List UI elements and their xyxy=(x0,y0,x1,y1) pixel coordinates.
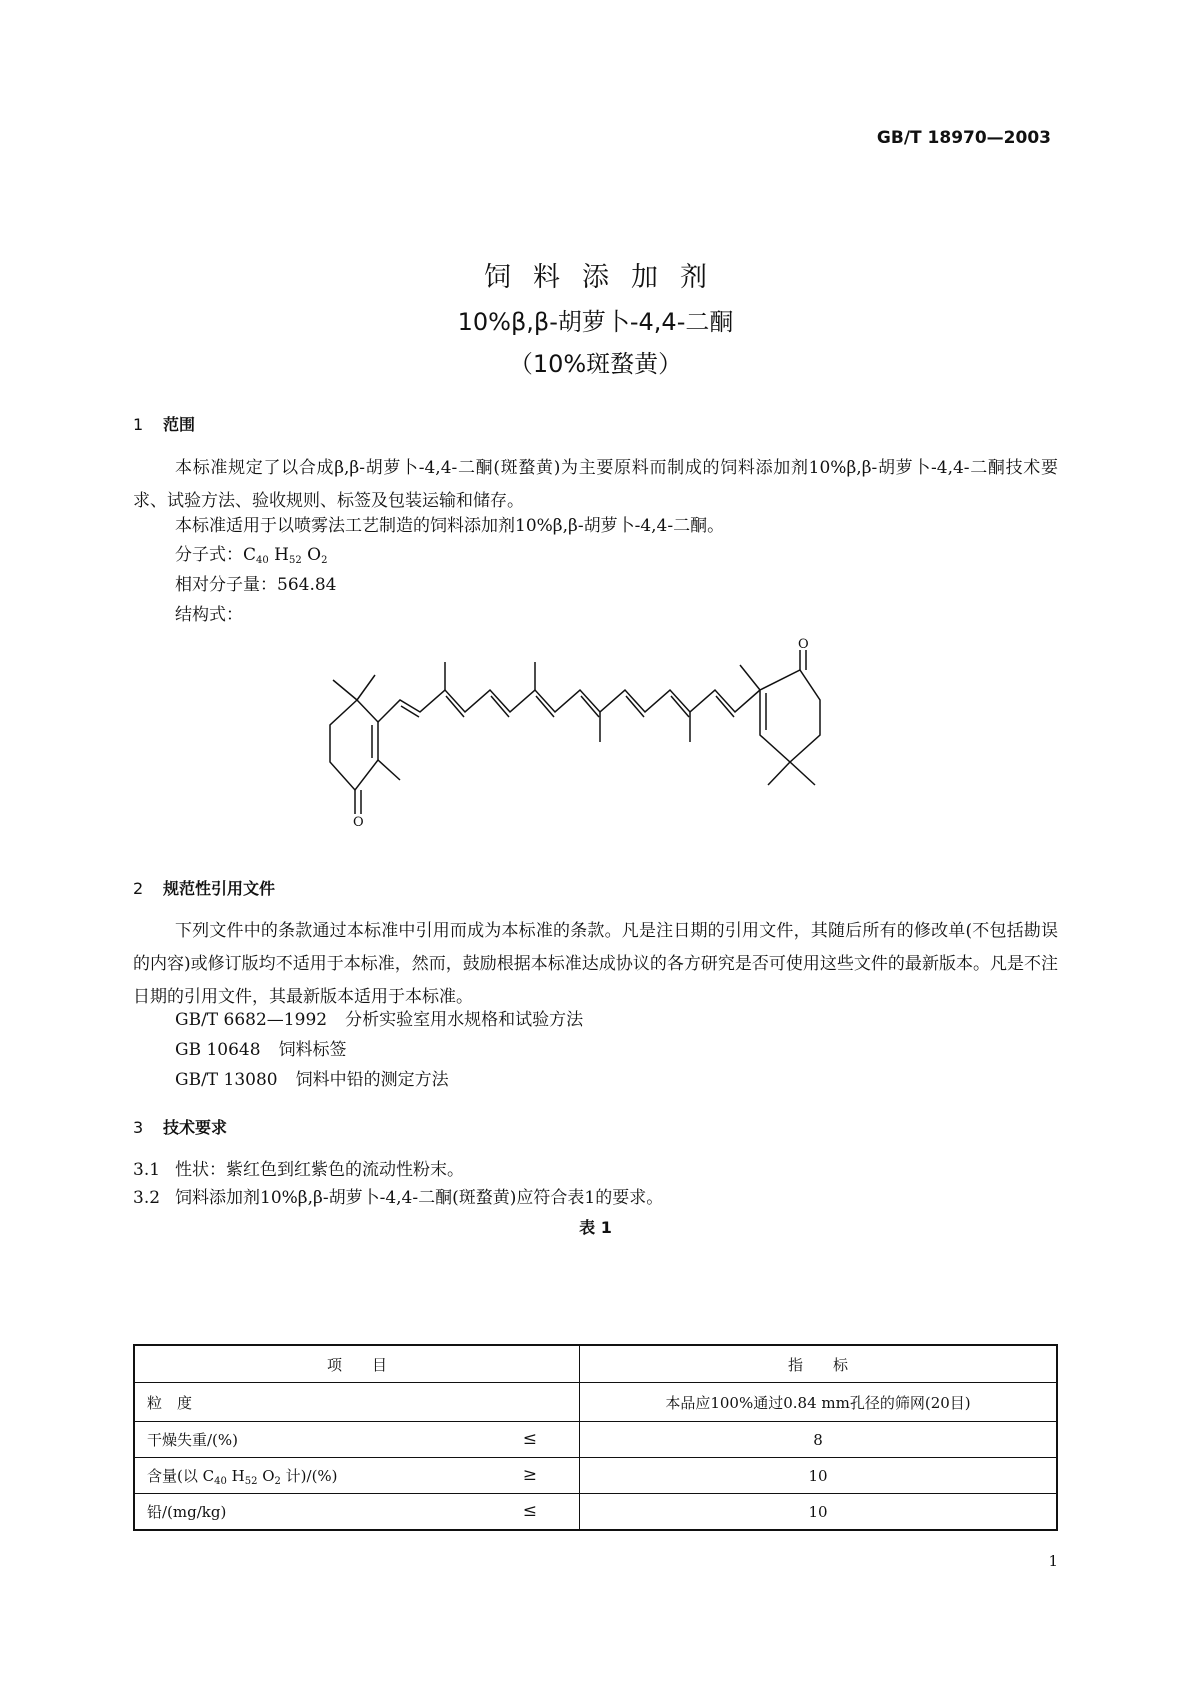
table-cell-item: 干燥失重/(%) ≤ xyxy=(134,1422,580,1458)
table-header-value: 指 标 xyxy=(580,1345,1058,1383)
requirements-table xyxy=(133,1344,1058,1531)
table-cell-value: 10 xyxy=(580,1494,1058,1531)
molecular-formula: 分子式：$C_{40}$ $H_{52}$ $O_2$ xyxy=(175,545,328,566)
section-2-heading: 2 规范性引用文件 xyxy=(133,879,276,898)
table-cell-value: 本品应100%通过0.84 mm孔径的筛网(20目) xyxy=(580,1383,1058,1422)
section-3-heading: 3 技术要求 xyxy=(133,1118,228,1137)
table-row xyxy=(134,1383,1057,1422)
table-cell-item: 铅/(mg/kg) ≤ xyxy=(134,1494,580,1531)
section-3-2: 3.2 饲料添加剂10%β,β-胡萝卜-4,4-二酮(斑蝥黄)应符合表1的要求。 xyxy=(133,1188,664,1208)
title-line-3: （10%斑蝥黄） xyxy=(508,350,683,378)
table-header-item: 项 目 xyxy=(134,1345,580,1383)
table-header-row xyxy=(134,1345,1057,1383)
section-2-para: 下列文件中的条款通过本标准中引用而成为本标准的条款。凡是注日期的引用文件，其随后所有的修改单(不包括勘误的内容)或修订版均不适用于本标准，然而，鼓励根据本标准达成协议的各方研究是否可使用这些文件的最新版本。凡是不注日期的引用文件，其最新版本适用于本标准。 xyxy=(133,921,1058,1007)
reference-item: GB/T 13080 饲料中铅的测定方法 xyxy=(175,1070,449,1090)
reference-item: GB 10648 饲料标签 xyxy=(175,1040,347,1060)
table-caption: 表 1 xyxy=(579,1218,612,1237)
table-cell-item: 含量(以 $C_{40}$ $H_{52}$ $O_2$ 计)/(%) ≥ xyxy=(134,1458,580,1494)
molecular-weight: 相对分子量：564.84 xyxy=(175,575,337,595)
table-row xyxy=(134,1458,1057,1494)
structural-formula xyxy=(300,630,860,860)
table-cell-value: 8 xyxy=(580,1422,1058,1458)
structure-label: 结构式： xyxy=(175,605,243,625)
section-1-para-2: 本标准适用于以喷雾法工艺制造的饲料添加剂10%β,β-胡萝卜-4,4-二酮。 xyxy=(175,516,725,536)
reference-item: GB/T 6682—1992 分析实验室用水规格和试验方法 xyxy=(175,1010,584,1030)
section-1-heading: 1 范围 xyxy=(133,415,196,434)
title-line-2: 10%β,β-胡萝卜-4,4-二酮 xyxy=(457,308,734,336)
atom-oxygen-right: O xyxy=(798,637,809,652)
table-cell-value: 10 xyxy=(580,1458,1058,1494)
title-line-1: 饲料添加剂 xyxy=(484,262,729,293)
section-1-para-1: 本标准规定了以合成β,β-胡萝卜-4,4-二酮(斑蝥黄)为主要原料而制成的饲料添加剂10%β,β-胡萝卜-4,4-二酮技术要求、试验方法、验收规则、标签及包装运输和储存。 xyxy=(133,458,1058,511)
section-3-1: 3.1 性状：紫红色到红紫色的流动性粉末。 xyxy=(133,1160,464,1180)
table-cell-item: 粒 度 xyxy=(134,1383,580,1422)
table-row xyxy=(134,1494,1057,1531)
standard-code: GB/T 18970—2003 xyxy=(876,128,1051,148)
table-row xyxy=(134,1422,1057,1458)
atom-oxygen-left: O xyxy=(353,815,364,830)
page-number: 1 xyxy=(1048,1552,1058,1570)
